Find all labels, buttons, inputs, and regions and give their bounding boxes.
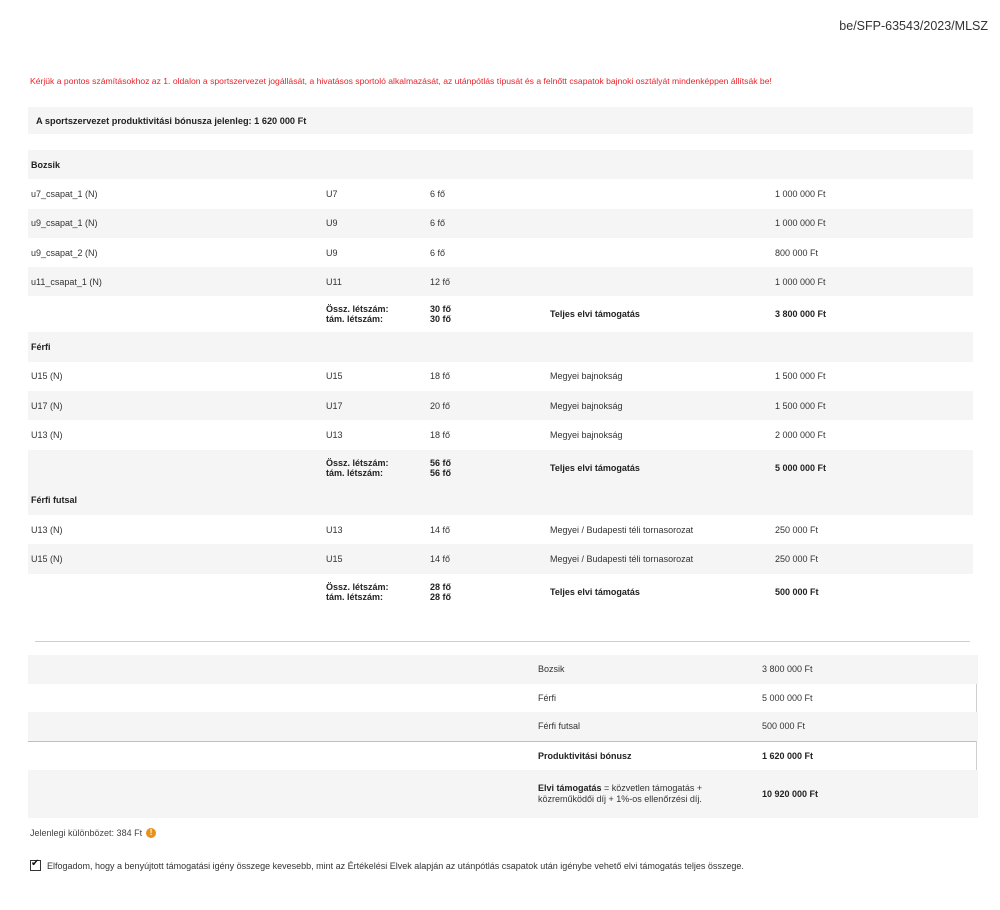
age-group: U15 xyxy=(326,553,343,564)
elvi-amount: 10 920 000 Ft xyxy=(762,789,819,799)
headcount-labels xyxy=(326,574,389,610)
table-row xyxy=(28,238,973,267)
difference-line xyxy=(30,828,156,838)
teams-table xyxy=(28,150,973,610)
section-header xyxy=(28,332,973,361)
age-group: U13 xyxy=(326,524,343,535)
bonus-amount: 1 620 000 Ft xyxy=(762,750,814,761)
total-headcount: 28 fő xyxy=(430,581,452,592)
difference-text: Jelenlegi különbözet: 384 Ft xyxy=(30,828,143,838)
headcount-values xyxy=(430,450,451,486)
total-headcount-label: Össz. létszám: xyxy=(326,304,389,315)
player-count: 20 fő xyxy=(430,400,451,411)
section-title: Férfi futsal xyxy=(31,495,78,506)
supported-headcount: 56 fő xyxy=(430,467,452,478)
accept-text: Elfogadom, hogy a benyújtott támogatási igény összege kevesebb, mint az Értékelési Elvek alapján az utánpótlás csapatok után igénybe vehető elvi támogatás teljes összege. xyxy=(47,860,744,871)
total-headcount-label: Össz. létszám: xyxy=(326,457,389,468)
section-header xyxy=(28,150,973,179)
player-count: 18 fő xyxy=(430,430,451,441)
table-row xyxy=(28,515,973,544)
team-name: u9_csapat_2 (N) xyxy=(31,247,98,258)
divider xyxy=(35,641,970,642)
bonus-row xyxy=(28,742,978,771)
summary-label: Férfi futsal xyxy=(538,721,581,732)
supported-headcount: 30 fő xyxy=(430,314,452,325)
total-amount: 3 800 000 Ft xyxy=(775,309,827,320)
total-label: Teljes elvi támogatás xyxy=(550,462,640,473)
team-name: U17 (N) xyxy=(31,400,63,411)
summary-label: Férfi xyxy=(538,692,556,703)
team-name: u9_csapat_1 (N) xyxy=(31,218,98,229)
age-group: U15 xyxy=(326,371,343,382)
age-group: U17 xyxy=(326,400,343,411)
total-headcount: 56 fő xyxy=(430,457,452,468)
section-total-row xyxy=(28,296,973,332)
player-count: 14 fő xyxy=(430,524,451,535)
age-group: U7 xyxy=(326,188,338,199)
team-name: U15 (N) xyxy=(31,553,63,564)
table-row xyxy=(28,420,973,449)
section-header xyxy=(28,486,973,515)
amount: 250 000 Ft xyxy=(775,524,819,535)
age-group: U11 xyxy=(326,276,342,287)
summary-row xyxy=(28,655,978,684)
total-label: Teljes elvi támogatás xyxy=(550,309,640,320)
age-group: U9 xyxy=(326,247,338,258)
supported-headcount: 28 fő xyxy=(430,591,452,602)
table-row xyxy=(28,544,973,573)
team-name: u7_csapat_1 (N) xyxy=(31,188,98,199)
amount: 1 000 000 Ft xyxy=(775,276,826,287)
elvi-formula-1: = közvetlen támogatás + xyxy=(601,783,703,793)
supported-headcount-label: tám. létszám: xyxy=(326,467,384,478)
amount: 800 000 Ft xyxy=(775,247,819,258)
section-total-row xyxy=(28,450,973,486)
player-count: 14 fő xyxy=(430,553,451,564)
warning-message: Kérjük a pontos számításokhoz az 1. oldalon a sportszervezet jogállását, a hivatásos sportoló alkalmazását, az utánpótlás típusát és a felnőtt csapatok bajnoki osztályát mindenképpen állítsák be! xyxy=(30,76,772,86)
elvi-row xyxy=(28,770,978,818)
headcount-labels xyxy=(326,450,389,486)
total-amount: 5 000 000 Ft xyxy=(775,462,827,473)
player-count: 6 fő xyxy=(430,218,446,229)
info-icon[interactable]: ! xyxy=(146,828,156,838)
table-row xyxy=(28,179,973,208)
player-count: 12 fő xyxy=(430,276,451,287)
summary-amount: 3 800 000 Ft xyxy=(762,664,813,675)
amount: 1 500 000 Ft xyxy=(775,400,826,411)
supported-headcount-label: tám. létszám: xyxy=(326,314,384,325)
document-id: be/SFP-63543/2023/MLSZ xyxy=(839,19,988,33)
team-name: U15 (N) xyxy=(31,371,63,382)
elvi-label: Elvi támogatás xyxy=(538,783,602,793)
amount: 1 000 000 Ft xyxy=(775,188,826,199)
summary-row xyxy=(28,712,978,741)
section-title: Férfi xyxy=(31,342,51,353)
amount: 250 000 Ft xyxy=(775,553,819,564)
amount: 1 000 000 Ft xyxy=(775,218,826,229)
section-title: Bozsik xyxy=(31,159,61,170)
bonus-label: Produktivitási bónusz xyxy=(538,750,632,761)
total-label: Teljes elvi támogatás xyxy=(550,586,640,597)
team-name: U13 (N) xyxy=(31,430,63,441)
league: Megyei bajnokság xyxy=(550,371,623,382)
headcount-values xyxy=(430,296,451,332)
total-amount: 500 000 Ft xyxy=(775,586,819,597)
accept-checkbox[interactable] xyxy=(30,860,41,871)
bonus-summary-box xyxy=(28,107,973,134)
league: Megyei / Budapesti téli tornasorozat xyxy=(550,524,694,535)
amount: 2 000 000 Ft xyxy=(775,430,826,441)
table-row xyxy=(28,391,973,420)
table-row xyxy=(28,267,973,296)
amount: 1 500 000 Ft xyxy=(775,371,826,382)
summary-row xyxy=(28,684,978,713)
player-count: 6 fő xyxy=(430,247,446,258)
bonus-summary-text: A sportszervezet produktivitási bónusza jelenleg: 1 620 000 Ft xyxy=(36,116,307,126)
accept-row xyxy=(30,860,744,871)
league: Megyei bajnokság xyxy=(550,430,623,441)
player-count: 6 fő xyxy=(430,188,446,199)
table-row xyxy=(28,362,973,391)
age-group: U9 xyxy=(326,218,338,229)
total-headcount: 30 fő xyxy=(430,304,452,315)
summary-label: Bozsik xyxy=(538,664,565,675)
summary-table xyxy=(28,655,978,818)
section-total-row xyxy=(28,574,973,610)
headcount-labels xyxy=(326,296,389,332)
headcount-values xyxy=(430,574,451,610)
table-row xyxy=(28,209,973,238)
summary-amount: 5 000 000 Ft xyxy=(762,692,813,703)
supported-headcount-label: tám. létszám: xyxy=(326,591,384,602)
summary-amount: 500 000 Ft xyxy=(762,721,806,732)
age-group: U13 xyxy=(326,430,343,441)
team-name: U13 (N) xyxy=(31,524,63,535)
elvi-description xyxy=(538,770,702,818)
total-headcount-label: Össz. létszám: xyxy=(326,581,389,592)
league: Megyei bajnokság xyxy=(550,400,623,411)
league: Megyei / Budapesti téli tornasorozat xyxy=(550,553,694,564)
player-count: 18 fő xyxy=(430,371,451,382)
elvi-formula-2: közreműködői díj + 1%-os ellenőrzési díj. xyxy=(538,794,702,804)
team-name: u11_csapat_1 (N) xyxy=(31,276,102,287)
